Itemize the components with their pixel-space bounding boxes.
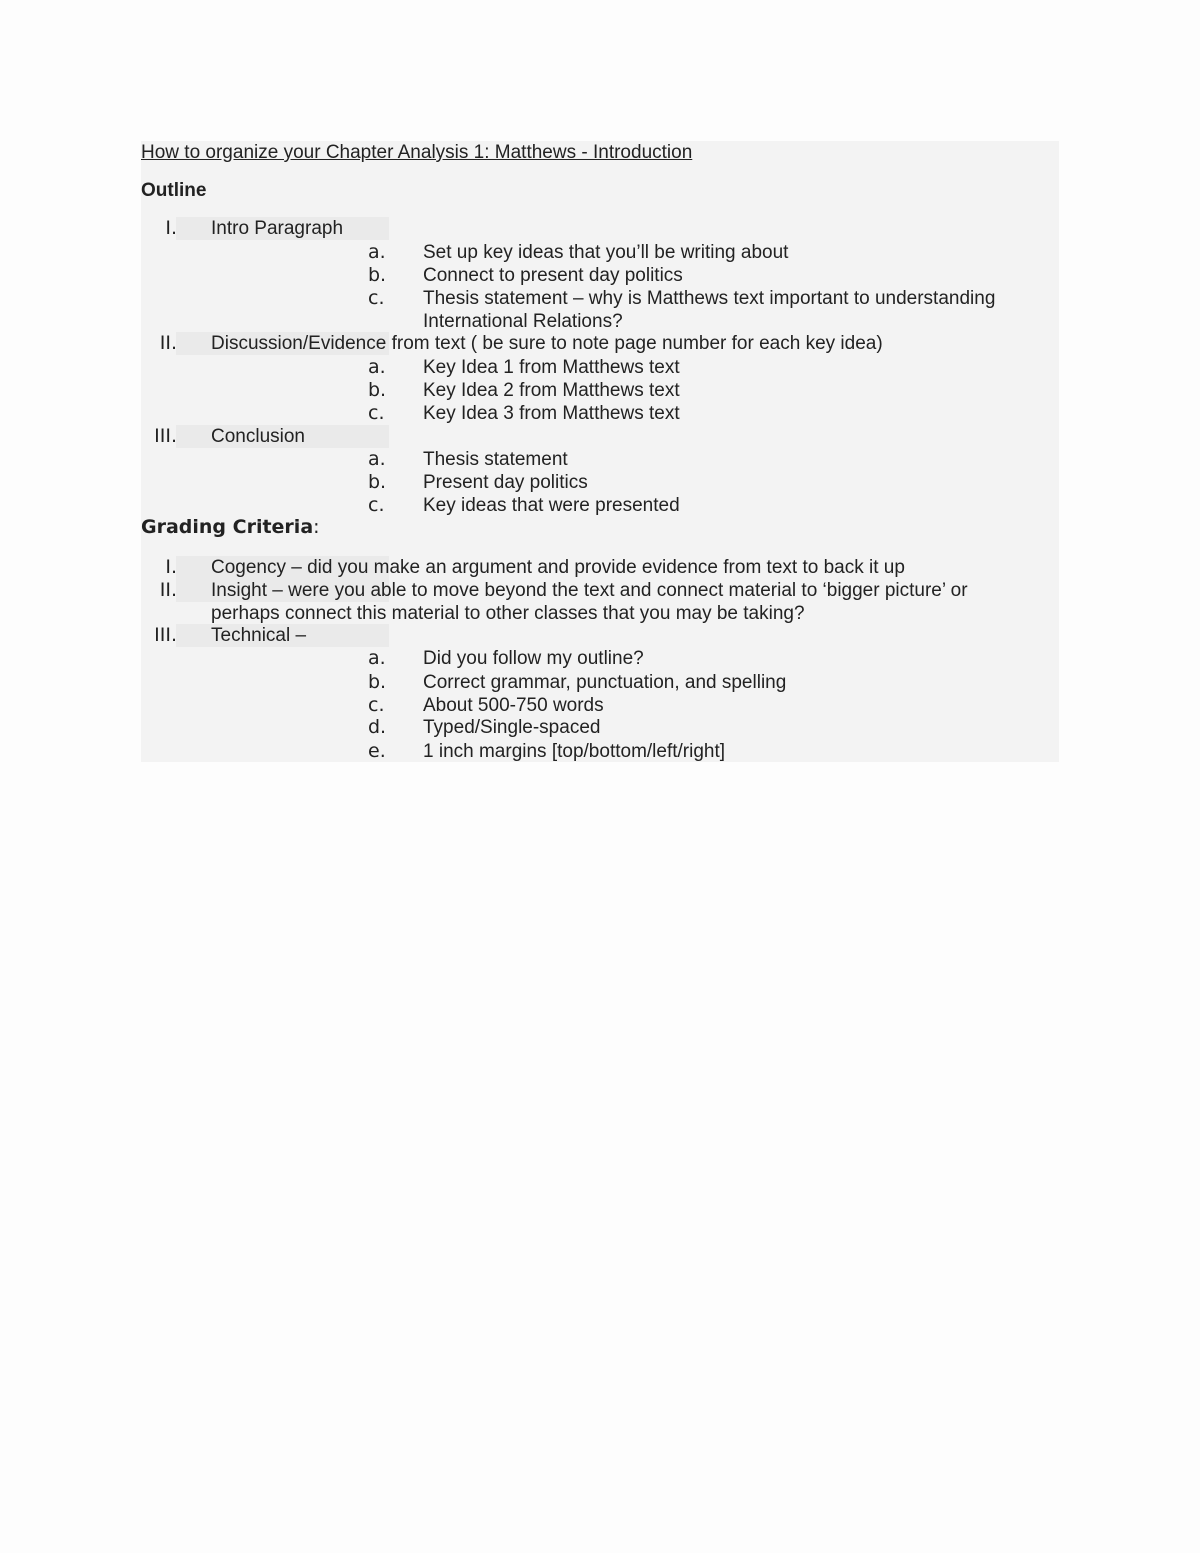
outline-numeral: III. (154, 425, 177, 447)
outline-subitem-letter: a. (368, 448, 386, 470)
document-title: How to organize your Chapter Analysis 1: Matthews - Introduction (141, 142, 693, 163)
grading-numeral: II. (159, 579, 177, 601)
outline-subitem-text: Key Idea 3 from Matthews text (423, 403, 680, 424)
grading-heading (141, 516, 320, 539)
grading-subitem-text: Did you follow my outline? (423, 648, 644, 669)
outline-item-text: Discussion/Evidence from text ( be sure to note page number for each key idea) (211, 333, 883, 354)
grading-item-text: Technical – (211, 625, 307, 646)
outline-item-text: Intro Paragraph (211, 218, 344, 239)
outline-subitem-letter: c. (368, 287, 385, 309)
outline-subitem-text: Thesis statement (423, 449, 568, 470)
grading-subitem-letter: a. (368, 647, 386, 669)
outline-subitem-text: Key Idea 1 from Matthews text (423, 357, 680, 378)
outline-subitem-letter: b. (368, 264, 387, 286)
outline-subitem-text: Key ideas that were presented (423, 495, 680, 516)
outline-heading: Outline (141, 180, 207, 201)
grading-heading-text: Grading Criteria (141, 516, 314, 538)
grading-subitem-text: Correct grammar, punctuation, and spelling (423, 672, 787, 693)
outline-subitem-letter: c. (368, 494, 385, 516)
outline-item-text: Conclusion (211, 426, 305, 447)
grading-subitem-text: Typed/Single-spaced (423, 717, 601, 738)
grading-subitem-letter: d. (368, 716, 387, 738)
grading-numeral: III. (154, 624, 177, 646)
outline-numeral: II. (159, 332, 177, 354)
outline-subitem-letter: b. (368, 471, 387, 493)
grading-numeral: I. (165, 556, 177, 578)
grading-subitem-letter: e. (368, 740, 386, 762)
grading-subitem-text: 1 inch margins [top/bottom/left/right] (423, 741, 726, 762)
outline-subitem-letter: c. (368, 402, 385, 424)
outline-numeral: I. (165, 217, 177, 239)
grading-subitem-letter: c. (368, 694, 385, 716)
outline-subitem-text: Thesis statement – why is Matthews text important to understanding International Relations? (423, 288, 996, 332)
grading-item-text: Cogency – did you make an argument and provide evidence from text to back it up (211, 557, 905, 578)
outline-subitem-text: Key Idea 2 from Matthews text (423, 380, 680, 401)
grading-subitem-letter: b. (368, 671, 387, 693)
grading-subitem-text: About 500-750 words (423, 695, 604, 716)
outline-subitem-text: Present day politics (423, 472, 588, 493)
outline-subitem-text: Set up key ideas that you’ll be writing about (423, 242, 789, 263)
grading-item-text: Insight – were you able to move beyond the text and connect material to ‘bigger picture’ or perhaps connect this material to other classes that you may be taking? (211, 580, 968, 624)
outline-subitem-letter: b. (368, 379, 387, 401)
outline-subitem-letter: a. (368, 241, 386, 263)
outline-subitem-letter: a. (368, 356, 386, 378)
grading-heading-colon: : (313, 516, 320, 538)
outline-subitem-text: Connect to present day politics (423, 265, 683, 286)
